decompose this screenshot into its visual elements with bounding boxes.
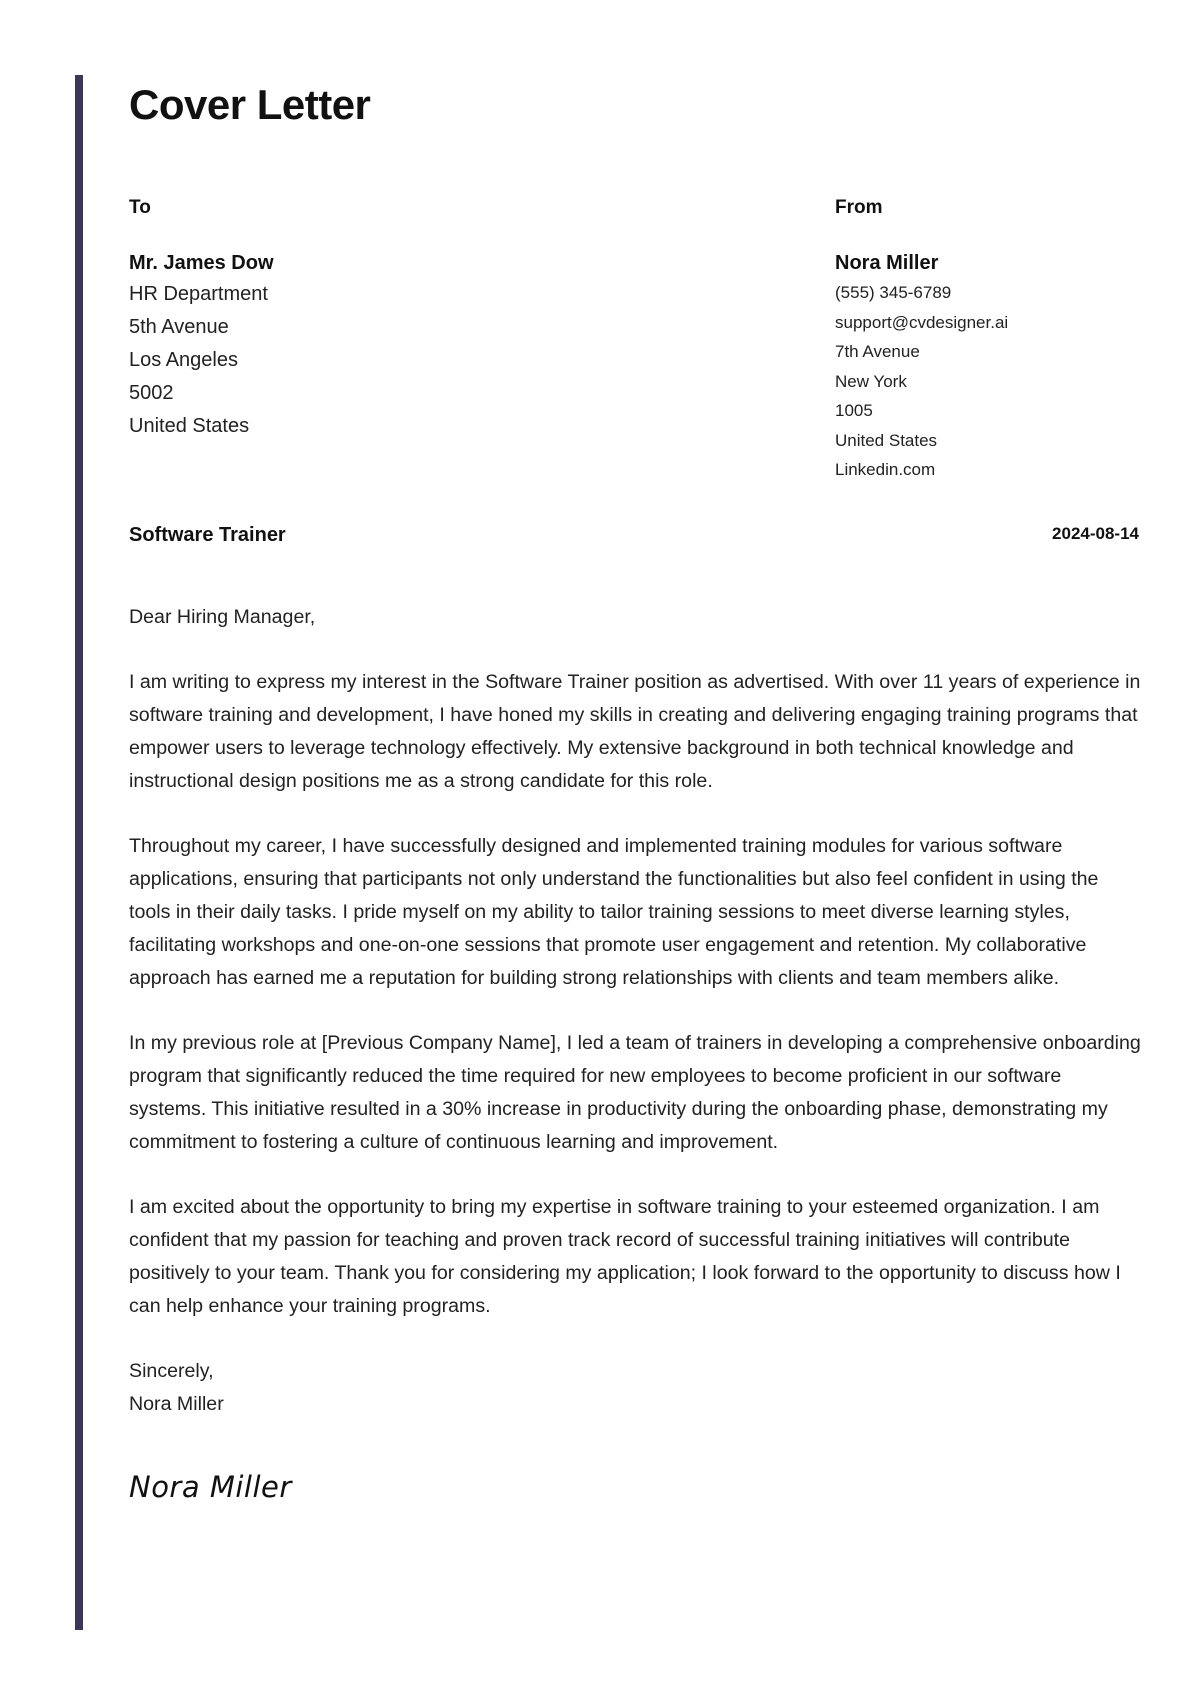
recipient-street: 5th Avenue (129, 316, 229, 338)
recipient-name: Mr. James Dow (129, 252, 274, 274)
signature: Nora Miller (129, 1470, 292, 1504)
sender-postal-code: 1005 (835, 401, 873, 420)
page-title: Cover Letter (129, 81, 371, 128)
recipient-heading: To (129, 197, 151, 218)
sender-street: 7th Avenue (835, 342, 920, 361)
sender-heading: From (835, 197, 883, 218)
position-title: Software Trainer (129, 524, 286, 546)
recipient-country: United States (129, 415, 250, 437)
letter-body (129, 601, 1141, 1421)
letter-date: 2024-08-14 (1052, 524, 1139, 543)
recipient-city: Los Angeles (129, 349, 238, 371)
sender-city: New York (835, 371, 907, 391)
paragraph-closing: I am excited about the opportunity to bring my expertise in software training to your esteemed organization. I am confident that my passion for teaching and proven track record of successful training initiatives will contribute positively to your team. Thank you for considering my application; I look forward to the opportunity to discuss how I can help enhance your training programs. (129, 1196, 1121, 1317)
sender-name: Nora Miller (835, 252, 939, 274)
salutation: Dear Hiring Manager, (129, 606, 316, 628)
paragraph-previous-role: In my previous role at [Previous Company Name], I led a team of trainers in developing a comprehensive onboarding program that significantly reduced the time required for new employees to become proficient in our software systems. This initiative resulted in a 30% increase in productivity during the onboarding phase, demonstrating my commitment to fostering a culture of continuous learning and improvement. (129, 1032, 1141, 1153)
recipient-postal-code: 5002 (129, 382, 174, 404)
closing-name: Nora Miller (129, 1393, 224, 1415)
sender-phone: (555) 345-6789 (835, 283, 952, 302)
paragraph-experience: Throughout my career, I have successfully designed and implemented training modules for various software applications, ensuring that participants not only understand the functionalities but also feel confident in using the tools in their daily tasks. I pride myself on my ability to tailor training sessions to meet diverse learning styles, facilitating workshops and one-on-one sessions that promote user engagement and retention. My collaborative approach has earned me a reputation for building strong relationships with clients and team members alike. (129, 835, 1099, 989)
accent-bar (75, 75, 83, 1630)
closing-phrase: Sincerely, (129, 1360, 214, 1382)
sender-block (835, 196, 1139, 485)
sender-country: United States (835, 430, 938, 450)
sender-website: Linkedin.com (835, 460, 936, 479)
paragraph-intro: I am writing to express my interest in the Software Trainer position as advertised. With over 11 years of experience in software training and development, I have honed my skills in creating and delivering engaging training programs that empower users to leverage technology effectively. My extensive background in both technical knowledge and instructional design positions me as a strong candidate for this role. (129, 671, 1141, 792)
recipient-block (129, 196, 629, 443)
sender-email: support@cvdesigner.ai (835, 312, 1009, 332)
recipient-department: HR Department (129, 283, 268, 305)
